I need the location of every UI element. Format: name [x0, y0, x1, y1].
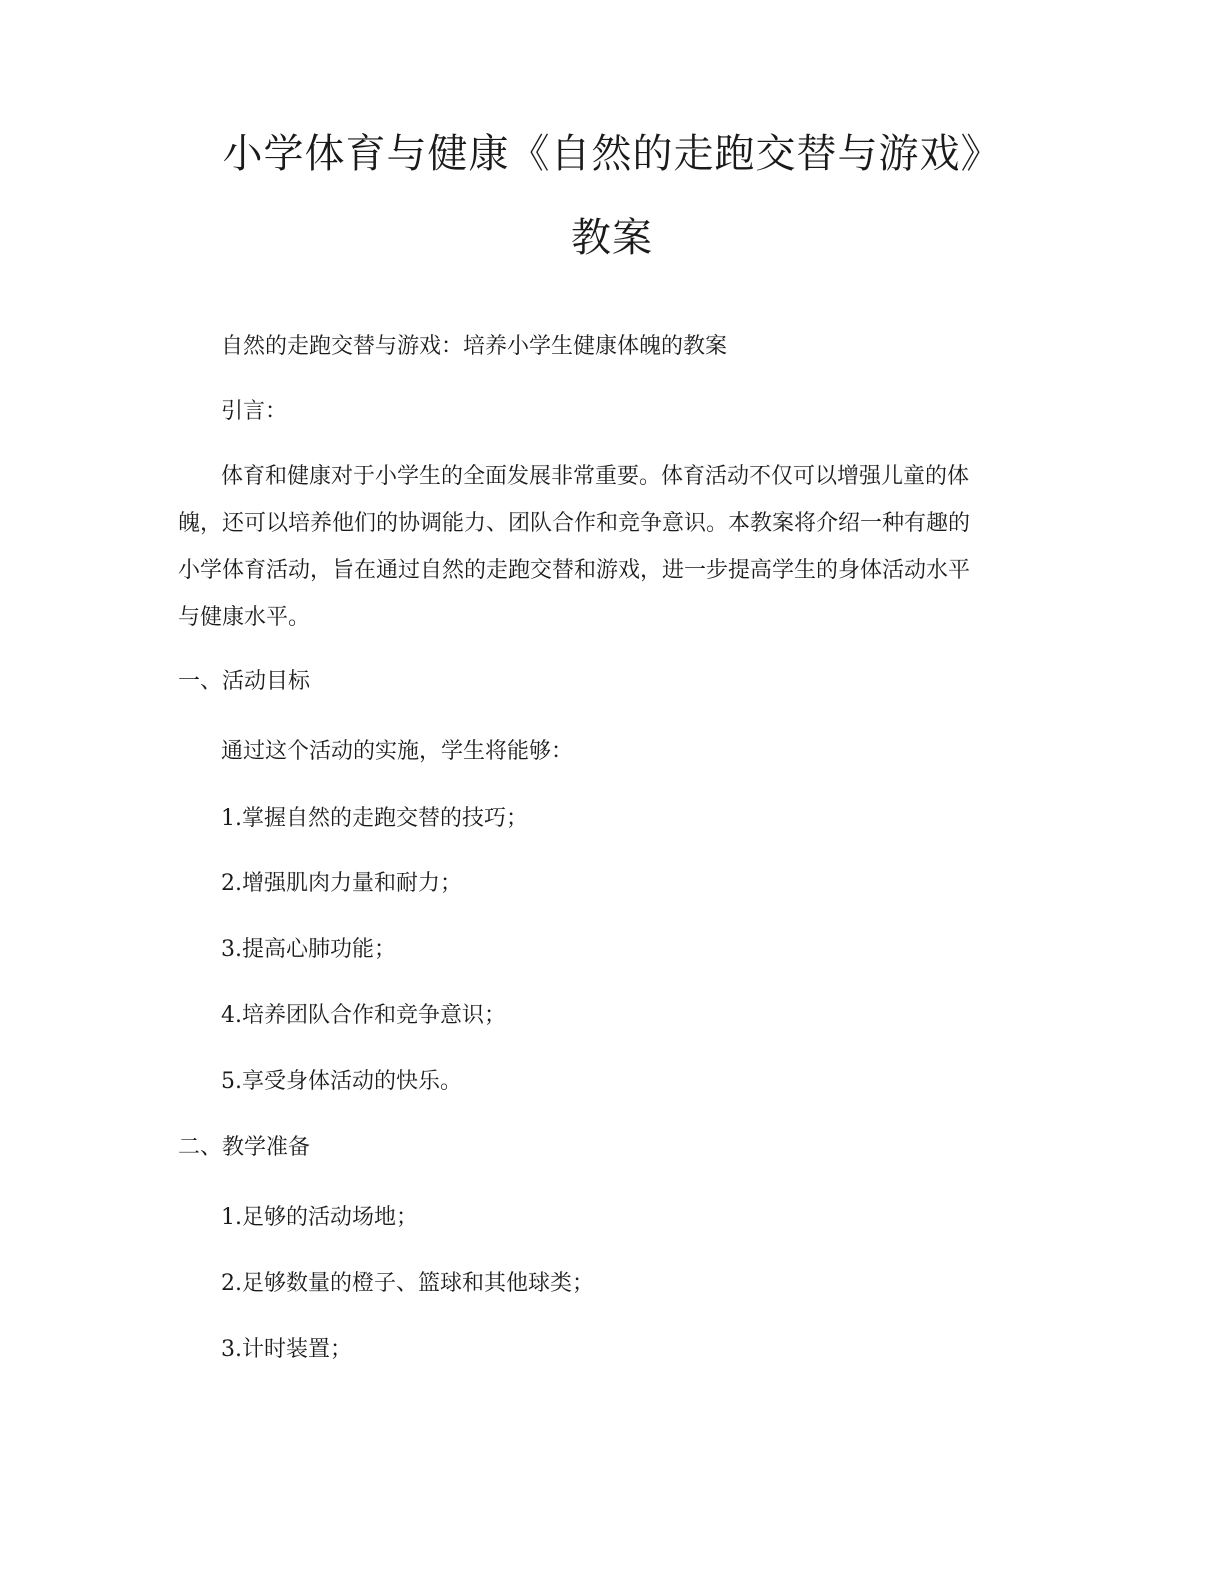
preparation-item: 3.计时装置；	[221, 1337, 352, 1362]
intro-line: 体育和健康对于小学生的全面发展非常重要。体育活动不仅可以增强儿童的体	[221, 464, 970, 489]
document-subtitle: 自然的走跑交替与游戏：培养小学生健康体魄的教案	[221, 334, 728, 359]
objective-item: 3.提高心肺功能；	[221, 937, 396, 962]
preparation-item: 1.足够的活动场地；	[221, 1205, 418, 1230]
section-heading-objectives: 一、活动目标	[178, 669, 311, 694]
intro-line: 与健康水平。	[178, 605, 311, 630]
intro-line: 小学体育活动，旨在通过自然的走跑交替和游戏，进一步提高学生的身体活动水平	[178, 558, 971, 583]
objective-item: 2.增强肌肉力量和耐力；	[221, 871, 462, 896]
intro-heading: 引言：	[221, 399, 288, 424]
preparation-item: 2.足够数量的橙子、篮球和其他球类；	[221, 1271, 594, 1296]
section-heading-preparation: 二、教学准备	[178, 1135, 311, 1160]
objectives-lead: 通过这个活动的实施，学生将能够：	[221, 739, 574, 764]
intro-line: 魄，还可以培养他们的协调能力、团队合作和竞争意识。本教案将介绍一种有趣的	[178, 511, 971, 536]
objective-item: 4.培养团队合作和竞争意识；	[221, 1003, 506, 1028]
objective-item: 1.掌握自然的走跑交替的技巧；	[221, 806, 528, 831]
intro-paragraph	[178, 462, 1048, 650]
document-title-line-2: 教案	[571, 215, 653, 261]
objective-item: 5.享受身体活动的快乐。	[221, 1069, 462, 1094]
document-title-line-1: 小学体育与健康《自然的走跑交替与游戏》	[222, 131, 1002, 177]
